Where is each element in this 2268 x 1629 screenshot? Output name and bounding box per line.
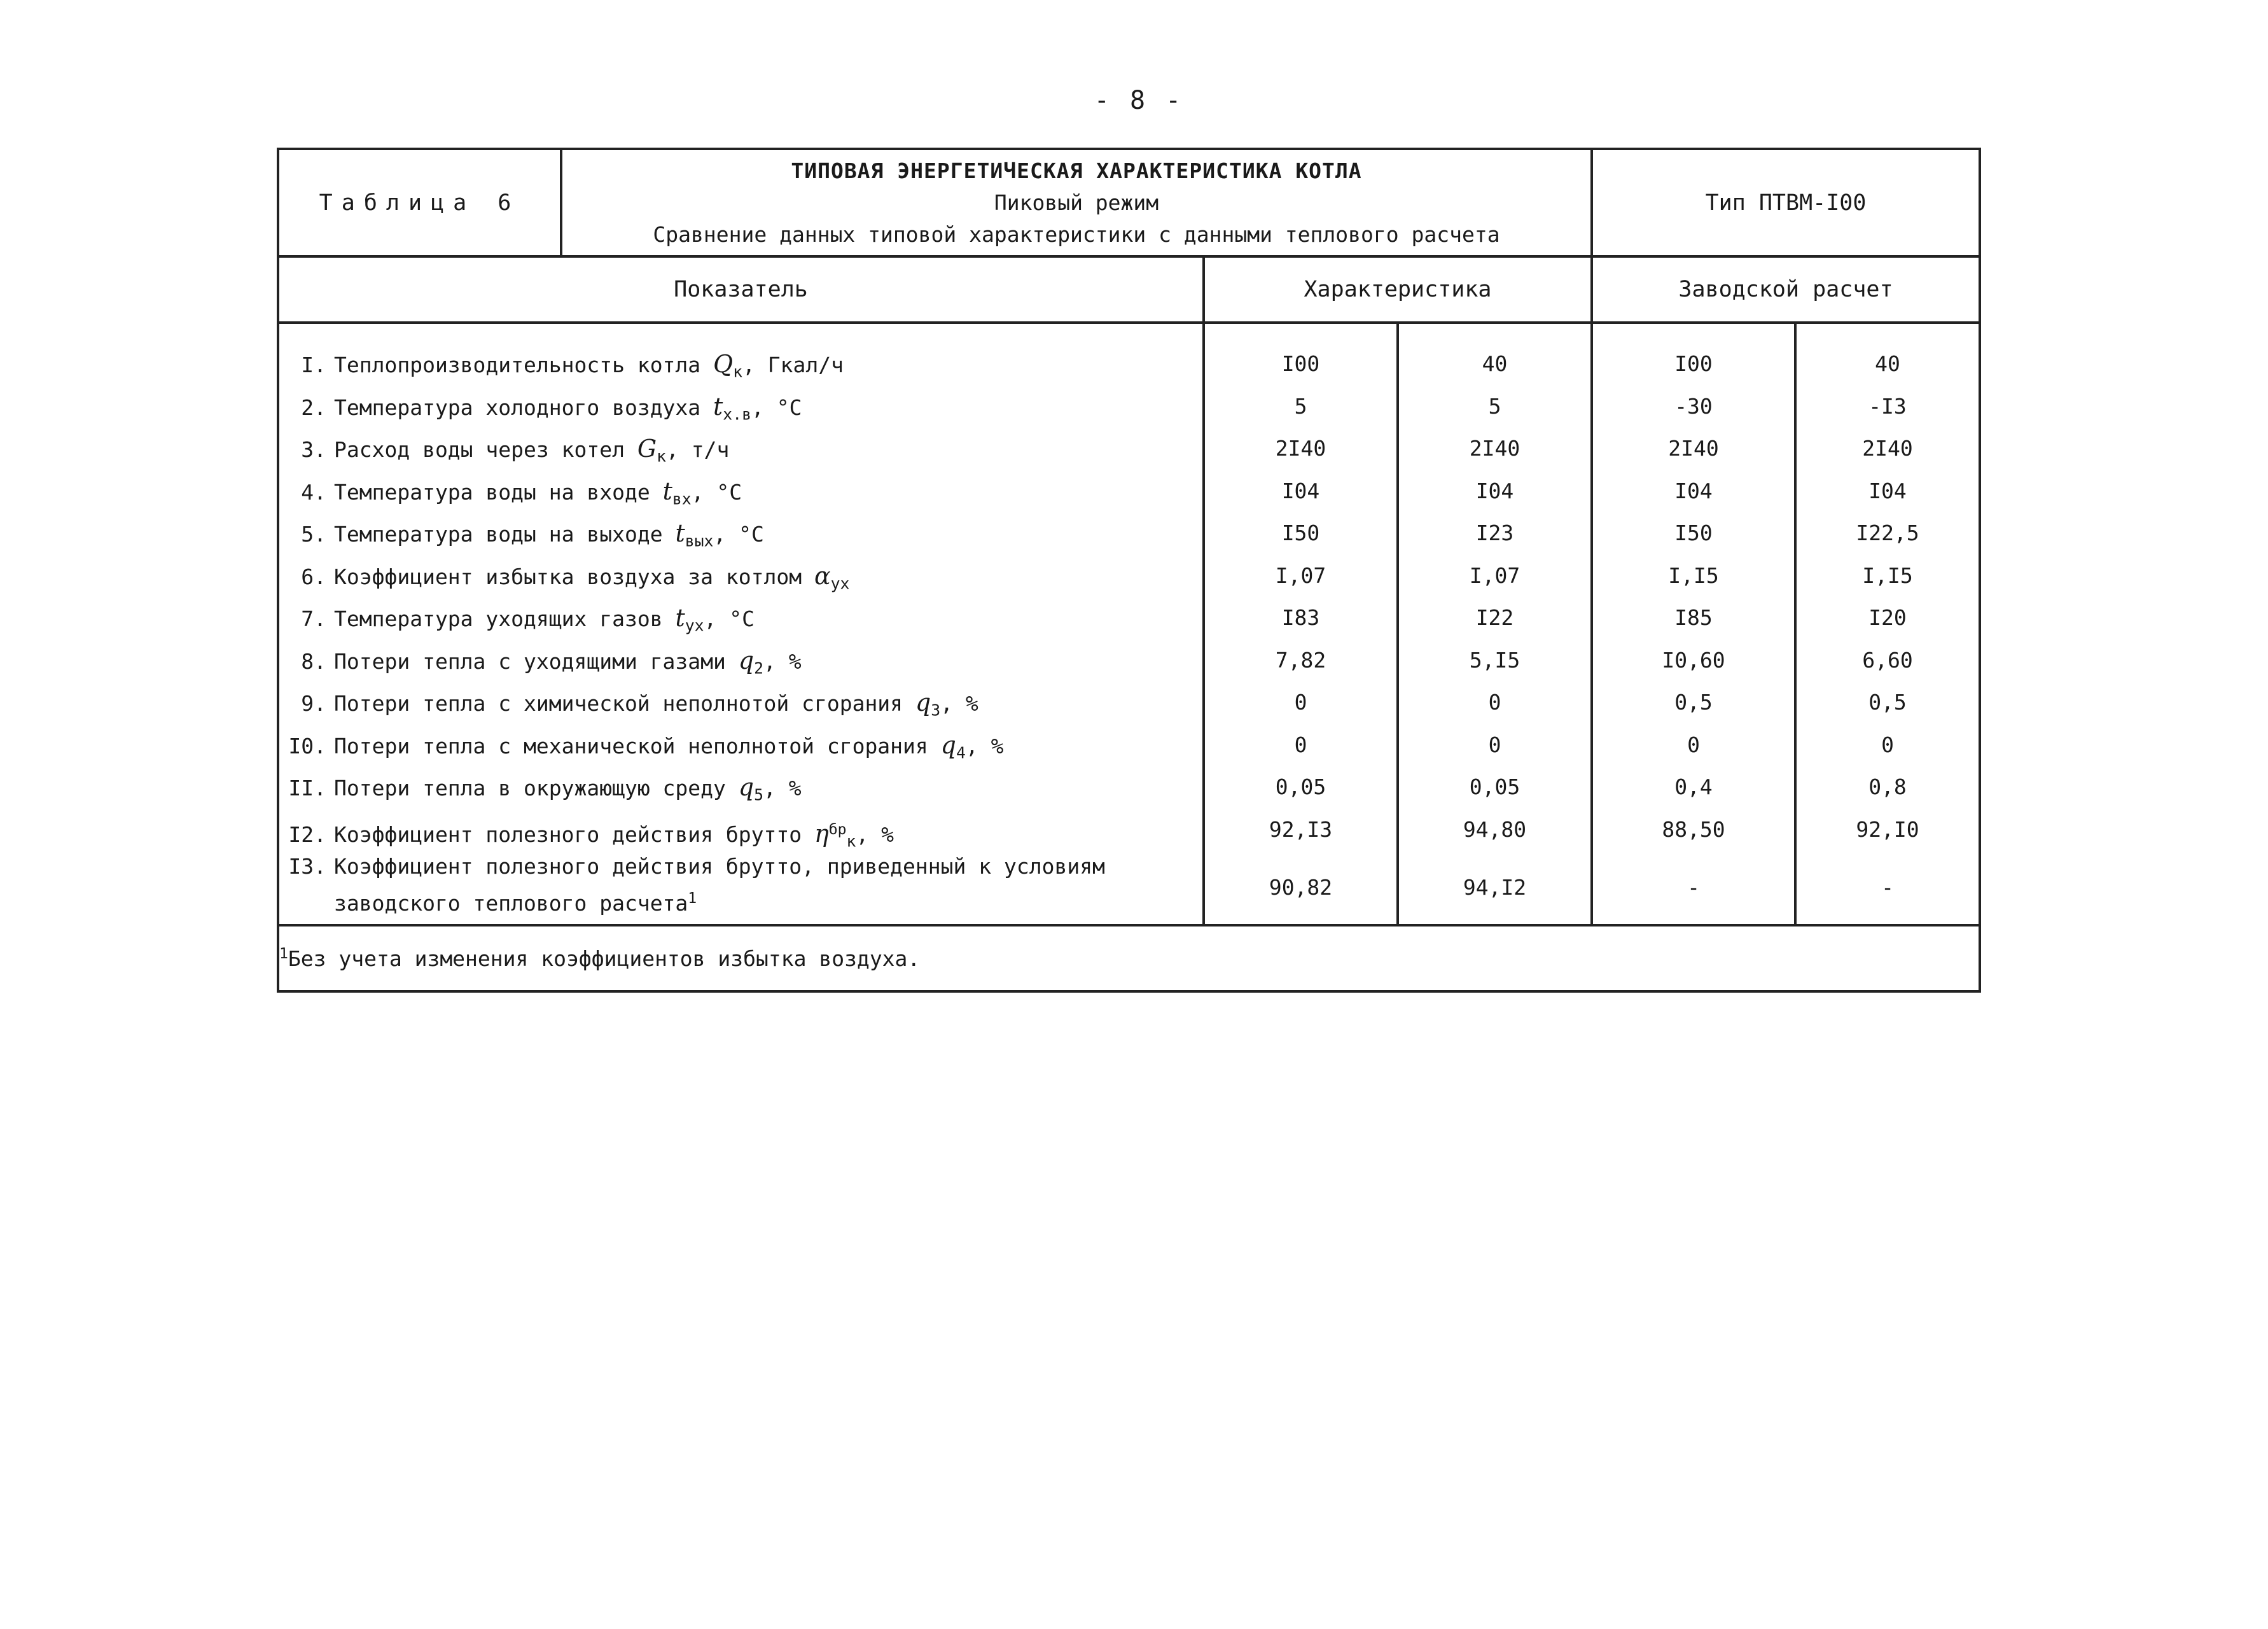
value-cell: 0,5 <box>1868 690 1907 715</box>
row-number: 6. <box>301 564 326 589</box>
table-subtitle-mode: Пиковый режим <box>994 190 1159 215</box>
value-cell: I00 <box>1674 351 1713 376</box>
value-cell: 2I40 <box>1668 436 1719 461</box>
boiler-type: Тип ПТВМ-I00 <box>1592 149 1980 256</box>
indicator-row <box>279 724 1202 767</box>
table-title-block <box>561 149 1592 256</box>
indicator-symbol: η <box>814 819 829 848</box>
indicator-label <box>334 477 742 508</box>
footnote <box>278 925 1980 991</box>
value-cell: I,I5 <box>1668 563 1719 588</box>
value-cell: 40 <box>1482 351 1508 376</box>
indicator-row <box>279 682 1202 724</box>
indicator-text: Расход воды через котел <box>334 437 625 462</box>
indicator-unit: , % <box>965 733 1004 759</box>
indicator-text: Температура воды на входе <box>334 479 650 505</box>
indicator-symbol: q <box>915 689 931 717</box>
indicator-label <box>334 350 844 381</box>
value-cell: I00 <box>1281 351 1320 376</box>
value-cell: I50 <box>1281 521 1320 545</box>
indicator-subscript: 2 <box>754 659 763 678</box>
value-cell: I22 <box>1475 605 1514 630</box>
column-header-factory-calc: Заводской расчет <box>1592 256 1980 323</box>
value-cell: I04 <box>1868 478 1907 503</box>
value-cell: 40 <box>1875 351 1900 376</box>
indicator-symbol: q <box>940 731 956 759</box>
indicator-label <box>334 392 802 424</box>
row-number: 7. <box>301 606 326 631</box>
value-cell: 0,8 <box>1868 774 1907 799</box>
indicator-unit: , Гкал/ч <box>742 353 844 377</box>
row-number: 3. <box>301 437 326 462</box>
indicator-label <box>334 435 730 466</box>
indicator-subscript: к <box>733 362 743 381</box>
indicator-text: Коэффициент полезного действия брутто <box>334 821 802 847</box>
value-cell: I0,60 <box>1662 647 1725 673</box>
indicator-label <box>334 519 764 550</box>
indicator-label <box>334 561 850 593</box>
row-number: I. <box>301 353 326 377</box>
indicator-subscript: ух <box>830 574 850 593</box>
indicator-symbol: t <box>713 392 723 421</box>
value-cell: 90,82 <box>1269 875 1333 900</box>
indicator-unit: , % <box>763 648 802 674</box>
indicator-symbol: t <box>675 604 685 632</box>
indicator-text: Потери тепла с химической неполнотой сгорания <box>334 691 903 716</box>
value-cell: 5 <box>1294 393 1307 419</box>
value-cell: 88,50 <box>1662 816 1725 842</box>
row-number: 8. <box>301 648 326 674</box>
table-subtitle-comparison: Сравнение данных типовой характеристики с данными теплового расчета <box>653 221 1500 247</box>
value-cell: 2I40 <box>1862 436 1913 461</box>
indicator-unit: , % <box>763 776 802 801</box>
indicator-row <box>279 851 1202 924</box>
boiler-characteristic-table <box>277 148 1981 993</box>
row-number: I2. <box>288 821 326 847</box>
indicator-text: Потери тепла с уходящими газами <box>334 648 726 674</box>
indicator-subscript: вх <box>672 489 692 508</box>
row-number: 9. <box>301 691 326 716</box>
indicator-text: Потери тепла с механической неполнотой сгорания <box>334 733 928 759</box>
value-cell: 0,4 <box>1674 774 1713 799</box>
indicator-subscript: к <box>657 447 667 466</box>
indicator-label <box>334 851 1167 919</box>
indicator-unit: , % <box>856 821 894 847</box>
indicator-text: Температура воды на выходе <box>334 522 663 547</box>
indicator-row <box>279 809 1202 851</box>
indicator-symbol: Q <box>713 350 734 378</box>
indicator-text: Теплопроизводительность котла <box>334 353 701 377</box>
table-label: Таблица 6 <box>278 149 561 256</box>
value-cell: 0,05 <box>1469 774 1520 799</box>
indicator-label <box>334 646 802 678</box>
indicator-subscript: 4 <box>956 743 966 762</box>
indicator-superscript: бр <box>828 821 847 838</box>
footnote-mark: 1 <box>279 946 288 962</box>
row-number: 4. <box>301 479 326 505</box>
table-title: ТИПОВАЯ ЭНЕРГЕТИЧЕСКАЯ ХАРАКТЕРИСТИКА КОТЛА <box>791 158 1362 183</box>
indicator-label <box>334 604 755 635</box>
indicator-symbol: q <box>738 773 755 801</box>
indicator-unit: , °C <box>713 522 764 547</box>
footnote-row <box>278 925 1980 991</box>
characteristic-column-1 <box>1204 323 1398 925</box>
indicator-subscript: вых <box>685 531 714 550</box>
column-header-characteristic: Характеристика <box>1204 256 1592 323</box>
indicator-subscript: 5 <box>754 785 763 804</box>
indicator-text: Температура уходящих газов <box>334 606 663 631</box>
indicator-row <box>279 470 1202 513</box>
footnote-text: Без учета изменения коэффициентов избытка воздуха. <box>288 946 921 971</box>
indicator-superscript: 1 <box>688 890 697 907</box>
row-number: I3. <box>288 854 326 879</box>
characteristic-column-2 <box>1398 323 1592 925</box>
indicator-symbol: q <box>738 646 755 675</box>
indicator-text: Коэффициент полезного действия брутто, приведенный к условиям заводского теплового расчета <box>334 854 1105 916</box>
indicator-row <box>279 386 1202 428</box>
indicator-text: Температура холодного воздуха <box>334 395 701 420</box>
indicator-subscript: х.в <box>723 405 751 424</box>
indicator-row <box>279 640 1202 682</box>
row-number: 5. <box>301 522 326 547</box>
value-cell: 7,82 <box>1275 647 1326 673</box>
indicator-row <box>279 555 1202 598</box>
page-number: - 8 - <box>1094 86 1184 115</box>
value-cell: -I3 <box>1868 393 1907 419</box>
value-cell: 0 <box>1488 732 1501 757</box>
column-header-row <box>278 256 1980 323</box>
indicator-subscript: ух <box>685 616 704 635</box>
indicator-unit: , °C <box>691 479 742 505</box>
indicator-row <box>279 766 1202 809</box>
indicator-subscript: к <box>846 832 856 851</box>
row-number: I0. <box>288 733 326 759</box>
indicator-label <box>334 689 978 720</box>
value-cell: 0 <box>1294 690 1307 715</box>
value-cell: 0 <box>1687 732 1700 757</box>
value-cell: I50 <box>1674 521 1713 545</box>
value-cell: I04 <box>1674 478 1713 503</box>
indicator-column <box>278 323 1204 925</box>
indicator-unit: , °C <box>751 395 802 420</box>
value-cell: 0,05 <box>1275 774 1326 799</box>
value-cell: I20 <box>1868 605 1907 630</box>
indicator-symbol: G <box>637 435 657 463</box>
value-cell: 94,I2 <box>1463 875 1527 900</box>
value-cell: I,07 <box>1469 563 1520 588</box>
value-cell: - <box>1881 875 1894 900</box>
value-cell: 92,I0 <box>1856 816 1919 842</box>
factory-calc-column-2 <box>1795 323 1980 925</box>
value-cell: 5,I5 <box>1469 647 1520 673</box>
value-cell: I22,5 <box>1856 521 1919 545</box>
indicator-label <box>334 773 802 804</box>
value-cell: I,I5 <box>1862 563 1913 588</box>
indicator-row <box>279 597 1202 640</box>
value-cell: 6,60 <box>1862 647 1913 673</box>
value-cell: 0 <box>1881 732 1894 757</box>
indicator-symbol: α <box>814 561 831 590</box>
value-cell: 92,I3 <box>1269 816 1333 842</box>
value-cell: 94,80 <box>1463 816 1527 842</box>
value-cell: I,07 <box>1275 563 1326 588</box>
indicator-text: Потери тепла в окружающую среду <box>334 776 726 801</box>
table-header-row <box>278 149 1980 256</box>
value-cell: I04 <box>1475 478 1514 503</box>
indicator-subscript: 3 <box>931 701 941 720</box>
value-cell: I85 <box>1674 605 1713 630</box>
value-cell: 2I40 <box>1275 436 1326 461</box>
value-cell: 0,5 <box>1674 690 1713 715</box>
indicator-unit: , % <box>940 691 978 716</box>
indicator-unit: , т/ч <box>666 437 730 462</box>
value-cell: -30 <box>1674 393 1713 419</box>
indicator-row <box>279 343 1202 386</box>
column-header-indicator: Показатель <box>278 256 1204 323</box>
indicator-symbol: t <box>675 519 685 547</box>
row-number: 2. <box>301 395 326 420</box>
value-cell: I04 <box>1281 478 1320 503</box>
indicator-row <box>279 512 1202 555</box>
value-cell: 2I40 <box>1469 436 1520 461</box>
value-cell: I23 <box>1475 521 1514 545</box>
indicator-unit: , °C <box>704 606 755 631</box>
indicator-label <box>334 731 1004 762</box>
factory-calc-column-1 <box>1592 323 1795 925</box>
row-number: II. <box>288 776 326 801</box>
indicator-text: Коэффициент избытка воздуха за котлом <box>334 564 802 589</box>
value-cell: 5 <box>1488 393 1501 419</box>
value-cell: I83 <box>1281 605 1320 630</box>
value-cell: 0 <box>1294 732 1307 757</box>
indicator-symbol: t <box>662 477 672 505</box>
value-cell: - <box>1687 875 1700 900</box>
value-cell: 0 <box>1488 690 1501 715</box>
indicator-row <box>279 428 1202 470</box>
table-body-row <box>278 323 1980 925</box>
indicator-label <box>334 819 894 851</box>
